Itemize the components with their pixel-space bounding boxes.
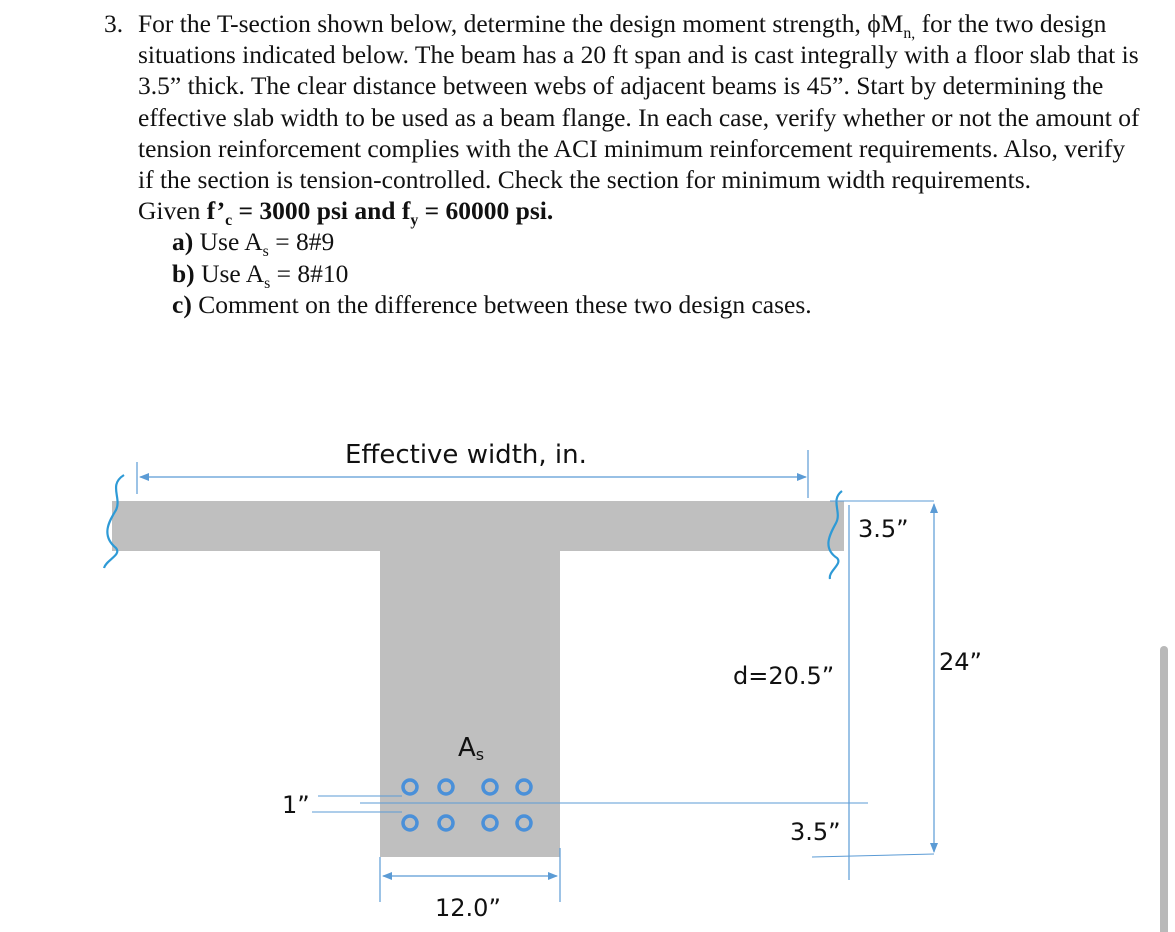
fy-value: = 60000 psi. (418, 196, 554, 226)
web (380, 548, 560, 857)
item-b-sub: s (264, 274, 271, 292)
phi-symbol: ϕ (867, 9, 881, 38)
depth-label: d=20.5” (733, 662, 835, 690)
bar-spacing-label: 3.5” (790, 818, 841, 846)
web-width-label: 12.0” (435, 894, 501, 922)
item-b-label: b) (172, 258, 195, 288)
flange (112, 501, 844, 551)
effective-width-label: Effective width, in. (345, 440, 587, 470)
fc-subscript: c (225, 212, 233, 230)
question-number: 3. (104, 9, 124, 38)
fy-subscript: y (410, 212, 419, 230)
given-label: Given (138, 196, 207, 226)
problem-line1-post: for (915, 9, 952, 38)
vertical-scrollbar[interactable] (1160, 646, 1168, 932)
fc-symbol: f’ (206, 196, 226, 226)
bottom-reference-line (812, 854, 934, 857)
item-a-post: = 8#9 (268, 227, 335, 257)
moment-subscript: n, (903, 25, 916, 43)
moment-symbol: M (880, 9, 904, 38)
item-a-sub: s (262, 243, 269, 261)
item-c-pre: Comment on the difference between these two design cases. (191, 289, 812, 319)
steel-area-label: As (458, 733, 485, 764)
item-b-post: = 8#10 (270, 258, 349, 288)
cover-label: 1” (282, 791, 310, 819)
item-c-label: c) (172, 289, 192, 319)
fc-value: = 3000 psi and (232, 196, 402, 226)
total-height-label: 24” (939, 648, 982, 676)
flange-thickness-label: 3.5” (858, 515, 909, 543)
fy-symbol: f (401, 196, 411, 226)
item-b-pre: Use A (194, 258, 265, 288)
problem-line1-pre: For the T-section shown below, determine the design moment strength, (138, 9, 868, 38)
item-a-label: a) (172, 227, 194, 257)
item-a-pre: Use A (193, 227, 263, 257)
problem-text-rest: the two design situations indicated below. The beam has a 20 ft span and is cast integrally with a floor slab that is 3.5” thick. The clear distance between webs of adjacent beams is 45”. Start by determining the effective slab width to be used as a beam flange. In each case, verify whether or not the amount of tension reinforcement complies with the ACI minimum reinforcement requirements. Also, verify if the section is tension-controlled. Check the section for minimum width requirements. (138, 9, 1140, 195)
